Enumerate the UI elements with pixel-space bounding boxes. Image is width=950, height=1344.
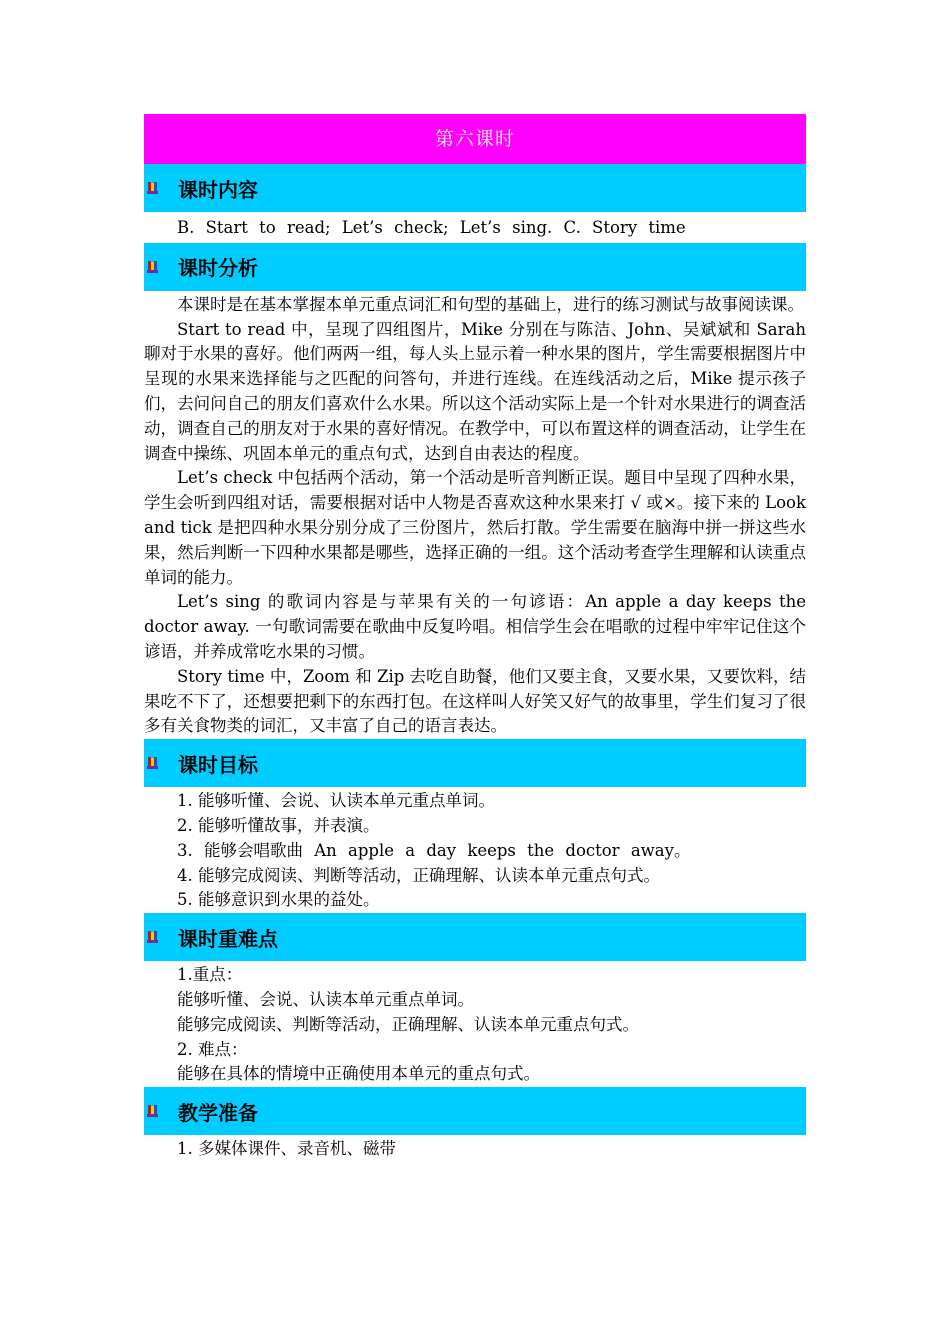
section-title: 课时重难点 (178, 926, 278, 951)
section-header-key-points (144, 913, 806, 961)
key-point-line: 1.重点： (177, 965, 243, 985)
section-title: 课时目标 (178, 752, 258, 777)
document-page (144, 114, 806, 1162)
section-title: 课时分析 (178, 256, 258, 281)
analysis-paragraph: Let’s check 中包括两个活动，第一个活动是听音判断正误。题目中呈现了四种水果，学生会听到四组对话，需要根据对话中人物是否喜欢这种水果来打 √ 或×。接下来的 Look and tick 是把四种水果分别分成了三份图片，然后打散。学生需要在脑海中拼一拼这些水果，然后判断一下四种水果都是哪些，选择正确的一组。这个活动考查学生理解和认读重点单词的能力。 (144, 468, 806, 587)
section-title: 教学准备 (178, 1100, 258, 1125)
book-bullet-icon (146, 930, 160, 944)
analysis-paragraph: Story time 中，Zoom 和 Zip 去吃自助餐，他们又要主食，又要水果，又要饮料，结果吃不下了，还想要把剩下的东西打包。在这样叫人好笑又好气的故事里，学生们复习了很多有关食物类的词汇，又丰富了自己的语言表达。 (144, 666, 806, 736)
book-bullet-icon (146, 260, 160, 274)
section-title: 课时内容 (178, 177, 258, 202)
book-bullet-icon (146, 1104, 160, 1118)
key-point-line: 2. 难点： (177, 1039, 248, 1059)
book-bullet-icon (146, 756, 160, 770)
book-bullet-icon (146, 181, 160, 195)
section-header-goals (144, 739, 806, 787)
key-point-line: 能够完成阅读、判断等活动，正确理解、认读本单元重点句式。 (177, 1014, 639, 1034)
goal-item: 1. 能够听懂、会说、认读本单元重点单词。 (177, 791, 495, 811)
key-point-line: 能够在具体的情境中正确使用本单元的重点句式。 (177, 1064, 540, 1084)
analysis-paragraph: Let’s sing 的歌词内容是与苹果有关的一句谚语：An apple a day keeps the doctor away. 一句歌词需要在歌曲中反复吟唱。相信学生会在唱歌的过程中牢牢记住这个谚语，并养成常吃水果的习惯。 (144, 592, 806, 661)
goal-item: 3. 能够会唱歌曲 An apple a day keeps the doctor away。 (177, 840, 691, 860)
preparation-item: 1. 多媒体课件、录音机、磁带 (177, 1139, 396, 1159)
section-header-analysis (144, 243, 806, 291)
goal-item: 5. 能够意识到水果的益处。 (177, 890, 380, 910)
analysis-paragraph: 本课时是在基本掌握本单元重点词汇和句型的基础上，进行的练习测试与故事阅读课。 (177, 294, 804, 314)
lesson-title: 第六课时 (144, 114, 806, 164)
goal-item: 4. 能够完成阅读、判断等活动，正确理解、认读本单元重点句式。 (177, 865, 660, 885)
key-point-line: 能够听懂、会说、认读本单元重点单词。 (177, 989, 474, 1009)
content-text: B. Start to read; Let’s check; Let’s sing. C. Story time (177, 218, 686, 237)
section-header-preparation (144, 1087, 806, 1135)
section-header-content (144, 164, 806, 212)
goal-item: 2. 能够听懂故事，并表演。 (177, 815, 380, 835)
analysis-paragraph: Start to read 中，呈现了四组图片，Mike 分别在与陈洁、John、吴斌斌和 Sarah 聊对于水果的喜好。他们两两一组，每人头上显示着一种水果的图片，学生需要根据图片中呈现的水果来选择能与之匹配的问答句，并进行连线。在连线活动之后，Mike 提示孩子们，去问问自己的朋友们喜欢什么水果。所以这个活动实际上是一个针对水果进行的调查活动，调查自己的朋友对于水果的喜好情况。在教学中，可以布置这样的调查活动，让学生在调查中操练、巩固本单元的重点句式，达到自由表达的程度。 (144, 319, 806, 463)
